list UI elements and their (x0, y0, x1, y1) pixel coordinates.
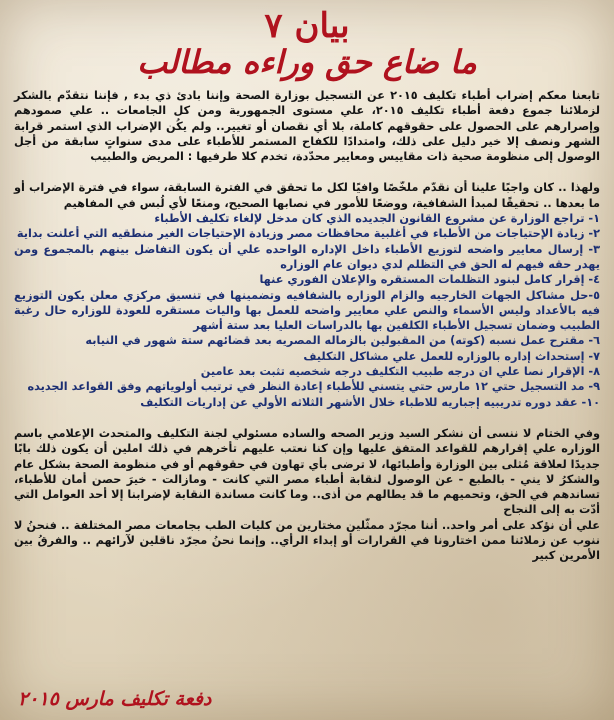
demand-item: ٩- مد التسجيل حتي ١٢ مارس حتي يتسني للأطباء إعادة النظر في ترتيب أولوياتهم وفق القواعد الجديده (27, 380, 600, 394)
demand-item: ٨- الإقرار نصا علي ان درجه طبيب التكليف درجه شخصيه تثبت بعد عامين (200, 365, 600, 379)
spacer (14, 164, 600, 180)
statement-title: بيان ٧ (264, 6, 350, 46)
intro-paragraph: تابعنا معكم إضراب أطباء تكليف ٢٠١٥ عن التسجيل بوزارة الصحة وإننا بادئ ذي بدء , فإننا نتقدّم بالشكر لزملائنا جموع دفعة أطباء تكليف ٢٠١٥، علي مستوى الجمهورية ومن كل الجامعات .. علي صمودهم وإصرارهم على الحصول على حقوقهم كاملة، بلا أي نقصان أو تغيير.. ولم يكُن الإضراب الذي استمر قرابة الشهر ونصف إلا خير دليل على ذلك، وامتدادًا للكفاح المستمر للأطباء على مدى سنواتٍ سابقة من أجل الوصول إلى منظومة صحية ذات مقاييس ومعايير محدّدة، تخدم كلا طرفيها : المريض والطبيب (14, 89, 601, 164)
disclaimer-paragraph: علي أن نؤكد على أمر واحد.. أننا مجرّد ممثّلين مختارين من كليات الطب بجامعات مصر المختلفة .. فنحنُ لا ننوب عن زملائنا ممن اختارونا في القرارات أو إبداء الرأي.. وإنما نحنُ مجرّد ناقلين لآرائهم .. والفرقُ بين الأمرين كبير (14, 518, 600, 563)
demand-item: ١- تراجع الوزارة عن مشروع القانون الجديده الذي كان مدخل لإلغاء تكليف الأطباء (154, 212, 600, 226)
spacer (14, 410, 600, 426)
statement-body (14, 88, 600, 564)
statement-subtitle: ما ضاع حق وراءه مطالب (137, 43, 477, 81)
demands-list (14, 211, 600, 410)
closing-paragraph: وفي الختام لا ننسى أن نشكر السيد وزير الصحه والساده مسئولي لجنة التكليف والمتحدث الإعلامي باسم الوزاره علي إقرارهم للقواعد المتفق عليها وإن كنا نعتب عليهم تأخرهم في ذلك املين أن يكون ذلك بابًا جديدًا لعلاقة مُثلى بين الوزارة وأطبائها، لا ترضى بأي تهاون في حقوقهم أو في منظومة الصحة بشكل عام والشكرُ لا يني - بالطبع - عن الوصول لنقابة أطباء مصر التي كانت - ومازالت - خيرَ حصن أمان للأطباء، تساندهم في الحق، وتحميهم ما قد يطالهم من أذى.. وما كانت مساندة النقابة لإضرابنا إلا أحد العوامل التي أدّت به إلى النجاح (14, 426, 600, 517)
demand-item: ١٠- عقد دوره تدريبيه إجباريه للاطباء خلال الأشهر الثلاثه الأولي عن إداريات التكليف (140, 395, 600, 409)
demand-item: ٢- زيادة الإحتياجات من الأطباء في أغلبية محافظات مصر وزيادة الإحتياجات الغير منطقيه التي أعلنت بداية (16, 227, 600, 241)
demand-item: ٧- إستحداث إداره بالوزاره للعمل علي مشاكل التكليف (303, 349, 600, 363)
signature: دفعة تكليف مارس ٢٠١٥ (18, 688, 212, 710)
demand-item: ٣- إرسال معايير واضحه لتوزيع الأطباء داخل الإداره الواحده علي أن يكون التفاضل بينهم بالمجموع ومن يهدر حقه فيهم له الحق في التظلم لدي ديوان عام الوزاره (14, 242, 600, 271)
demand-item: ٤- إقرار كامل لبنود التظلمات المستقره والإعلان الفوري عنها (259, 273, 600, 287)
demand-item: ٦- مقترح عمل نسبه (كوته) من المقبولين بالزماله المصريه بعد قضائهم ستة شهور في النيابه (85, 334, 600, 348)
preface-paragraph: ولهذا .. كان واجبًا علينا أن نقدّم ملخّصًا وافيًا لكل ما تحقق في الفترة السابقة، سواء في فترة الإضراب أو ما بعدها .. تحقيقًا لمبدأ الشفافية، ووضعًا للأمور في نصابها الصحيح، ومنعًا لأي لُبس في المفاهيم (14, 181, 600, 210)
demand-item: ٥-حل مشاكل الجهات الخارجيه والزام الوزاره بالشفافيه وتضمينها في تنسيق مركزي معلن يكون التوزيع فيه بالأعداد وليس الأسماء والنص علي معايير واضحه للعمل بها واليات مستقره للعودة للوزاره حال رغبة الطبيب وضمان تسجيل الأطباء الكلفين بها بالدراسات العليا بعد ستة أشهر (14, 288, 600, 333)
